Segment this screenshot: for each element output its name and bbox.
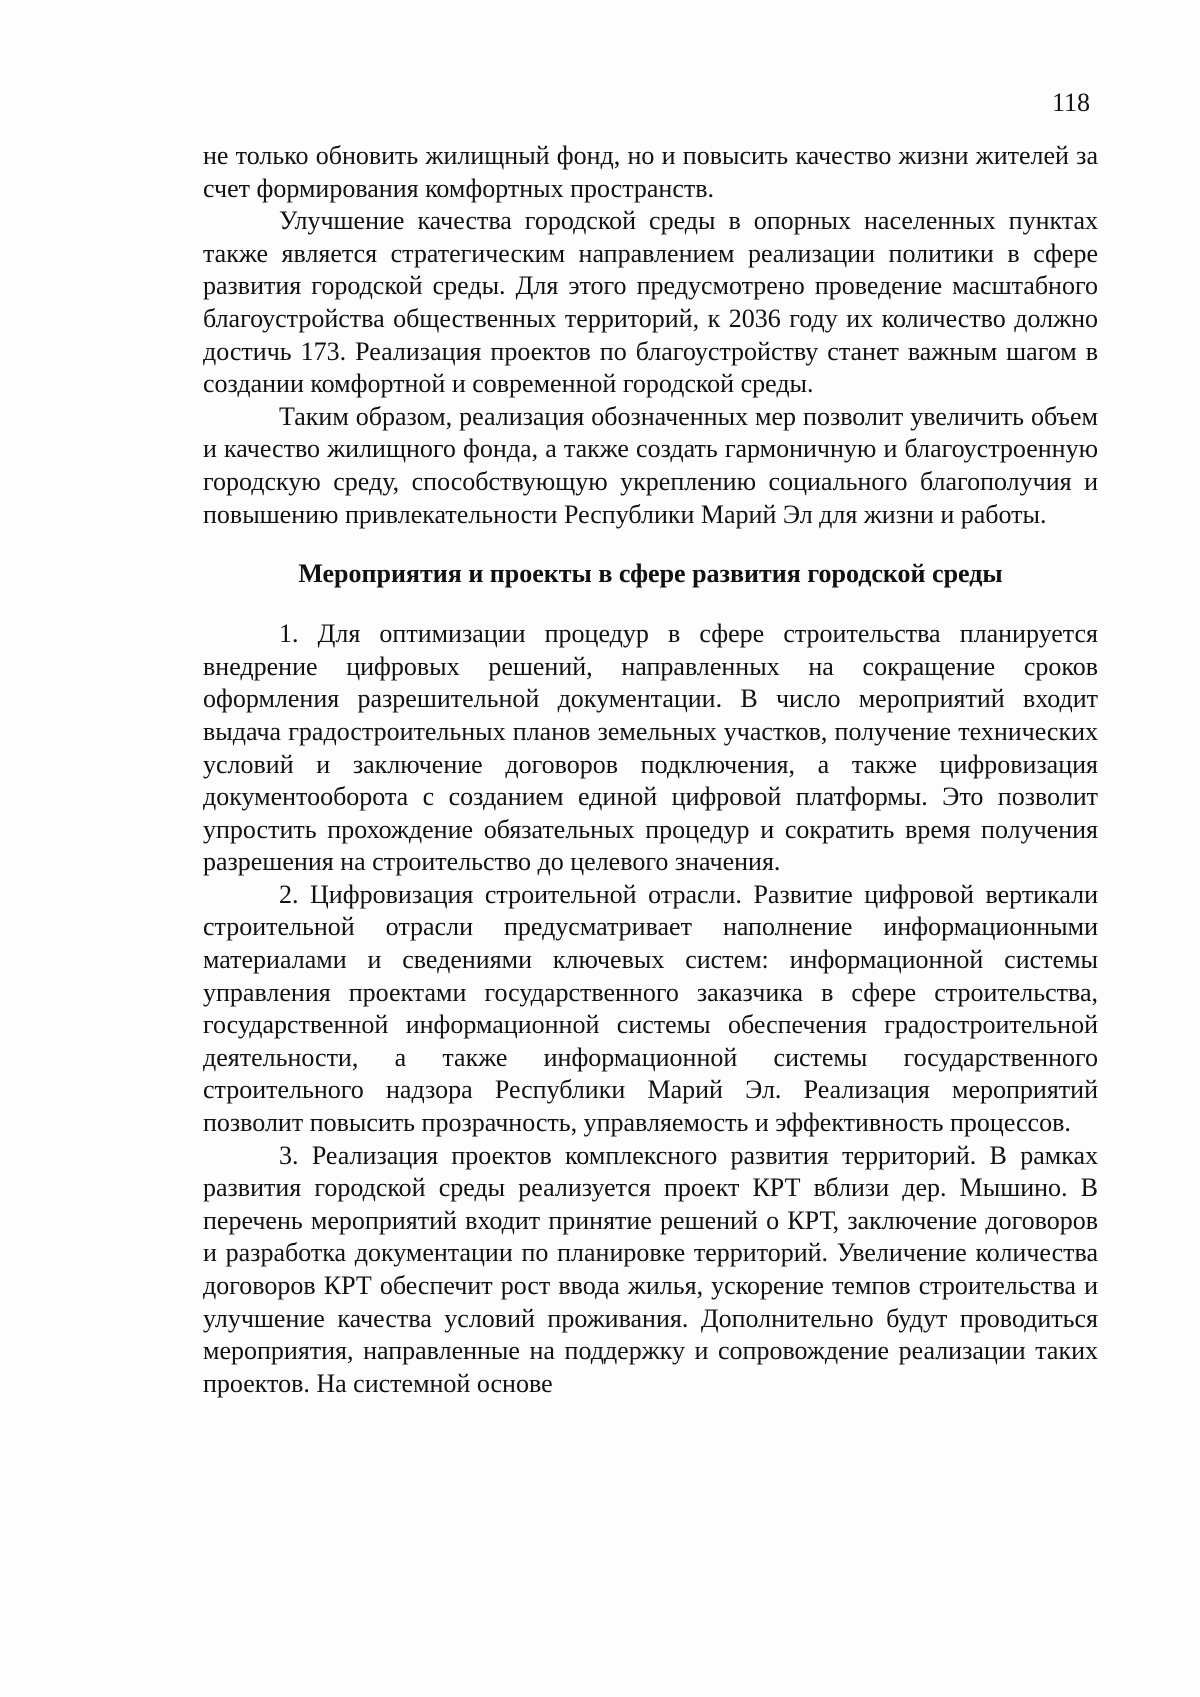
page-number: 118 (1051, 88, 1090, 117)
paragraph-item-3: 3. Реализация проектов комплексного развития территорий. В рамках развития городской среды реализуется проект КРТ вблизи дер. Мышино. В перечень мероприятий входит принятие решений о КРТ, заключение договоров и разработка документации по планировке территорий. Увеличение количества договоров КРТ обеспечит рост ввода жилья, ускорение темпов строительства и улучшение качества условий проживания. Дополнительно будут проводиться мероприятия, направленные на поддержку и сопровождение реализации таких проектов. На системной основе (203, 1140, 1098, 1398)
paragraph-item-1: 1. Для оптимизации процедур в сфере строительства планируется внедрение цифровых решений, направленных на сокращение сроков оформления разрешительной документации. В число мероприятий входит выдача градостроительных планов земельных участков, получение технических условий и заключение договоров подключения, а также цифровизация документооборота с созданием единой цифровой платформы. Это позволит упростить прохождение обязательных процедур и сократить время получения разрешения на строительство до целевого значения. (203, 619, 1098, 877)
section-heading: Мероприятия и проекты в сфере развития городской среды (298, 559, 1003, 589)
paragraph-urban-improvement: Улучшение качества городской среды в опорных населенных пунктах также является стратегическим направлением реализации политики в сфере развития городской среды. Для этого предусмотрено проведение масштабного благоустройства общественных территорий, к 2036 году их количество должно достичь 173. Реализация проектов по благоустройству станет важным шагом в создании комфортной и современной городской среды. (203, 206, 1098, 399)
paragraph-item-2: 2. Цифровизация строительной отрасли. Развитие цифровой вертикали строительной отрасли предусматривает наполнение информационными материалами и сведениями ключевых систем: информационной системы управления проектами государственного заказчика в сфере строительства, государственной информационной системы обеспечения градостроительной деятельности, а также информационной системы государственного строительного надзора Республики Марий Эл. Реализация мероприятий позволит повысить прозрачность, управляемость и эффективность процессов. (203, 879, 1098, 1138)
page-content (203, 140, 1098, 1400)
paragraph-conclusion: Таким образом, реализация обозначенных мер позволит увеличить объем и качество жилищного фонда, а также создать гармоничную и благоустроенную городскую среду, способствующую укреплению социального благополучия и повышению привлекательности Республики Марий Эл для жизни и работы. (203, 401, 1098, 529)
paragraph-continuation: не только обновить жилищный фонд, но и повысить качество жизни жителей за счет формирования комфортных пространств. (203, 141, 1098, 203)
